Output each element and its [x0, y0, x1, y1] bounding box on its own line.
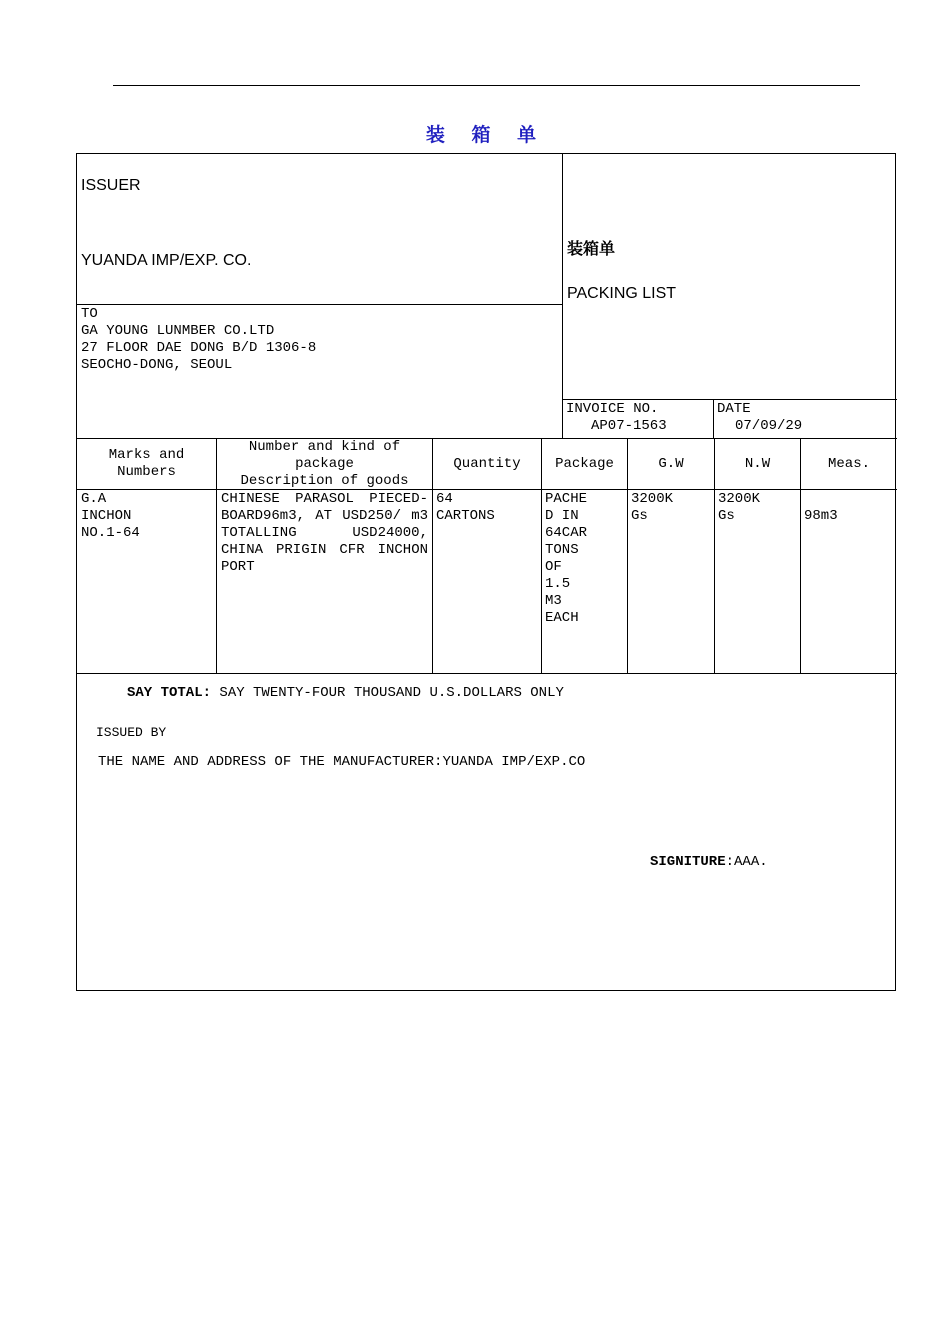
- issuer-divider: [77, 304, 562, 305]
- issuer-label: ISSUER: [81, 177, 141, 194]
- header-quantity: Quantity: [453, 455, 521, 472]
- to-label: TO: [81, 306, 98, 322]
- date-value: 07/09/29: [735, 418, 803, 434]
- document-title: 装 箱 单: [425, 124, 547, 146]
- manufacturer-line: THE NAME AND ADDRESS OF THE MANUFACTURER:YUANDA IMP/EXP.CO: [98, 754, 586, 770]
- packing-list-form: [76, 153, 896, 991]
- signature: [650, 854, 768, 871]
- say-total-value: SAY TWENTY-FOUR THOUSAND U.S.DOLLARS ONLY: [219, 685, 564, 701]
- doc-type-cn: 装箱单: [567, 241, 616, 258]
- table-header-line: [77, 489, 897, 490]
- issued-by: ISSUED BY: [96, 725, 167, 740]
- upper-divider: [562, 154, 563, 438]
- say-total-label: SAY TOTAL:: [127, 685, 212, 701]
- invoice-date-divider: [713, 399, 714, 438]
- to-line-3: SEOCHO-DONG, SEOUL: [81, 357, 233, 373]
- header-gw: G.W: [658, 455, 684, 472]
- date-label: DATE: [717, 401, 751, 417]
- row-quantity: 64 CARTONS: [436, 491, 495, 524]
- row-meas: 98m3: [804, 508, 838, 524]
- header-marks: Marks and Numbers: [108, 447, 185, 480]
- issuer-name: YUANDA IMP/EXP. CO.: [81, 252, 252, 269]
- to-line-2: 27 FLOOR DAE DONG B/D 1306-8: [81, 340, 317, 356]
- say-total: [127, 685, 564, 702]
- header-package: Package: [555, 455, 614, 472]
- doc-type-en: PACKING LIST: [567, 285, 677, 302]
- signature-label: SIGNITURE: [650, 854, 726, 870]
- invoice-value: AP07-1563: [591, 418, 667, 434]
- header-description: Number and kind of package Description of goods: [240, 438, 409, 489]
- header-nw: N.W: [744, 455, 771, 472]
- row-gw: 3200K Gs: [631, 491, 674, 524]
- row-description: CHINESE PARASOL PIECED-BOARD96m3, AT USD250/ m3 TOTALLING USD24000, CHINA PRIGIN CFR INCHON PORT: [221, 491, 428, 575]
- header-meas: Meas.: [827, 455, 870, 472]
- to-line-1: GA YOUNG LUNMBER CO.LTD: [81, 323, 275, 339]
- row-marks: G.A INCHON NO.1-64: [81, 491, 140, 541]
- row-nw: 3200K Gs: [718, 491, 761, 524]
- invoice-divider: [562, 399, 897, 400]
- table-bottom-line: [77, 673, 897, 674]
- row-package: PACHE D IN 64CAR TONS OF 1.5 M3 EACH: [545, 491, 588, 626]
- top-rule: [113, 85, 860, 86]
- signature-value: :AAA.: [725, 854, 768, 870]
- invoice-label: INVOICE NO.: [566, 401, 659, 417]
